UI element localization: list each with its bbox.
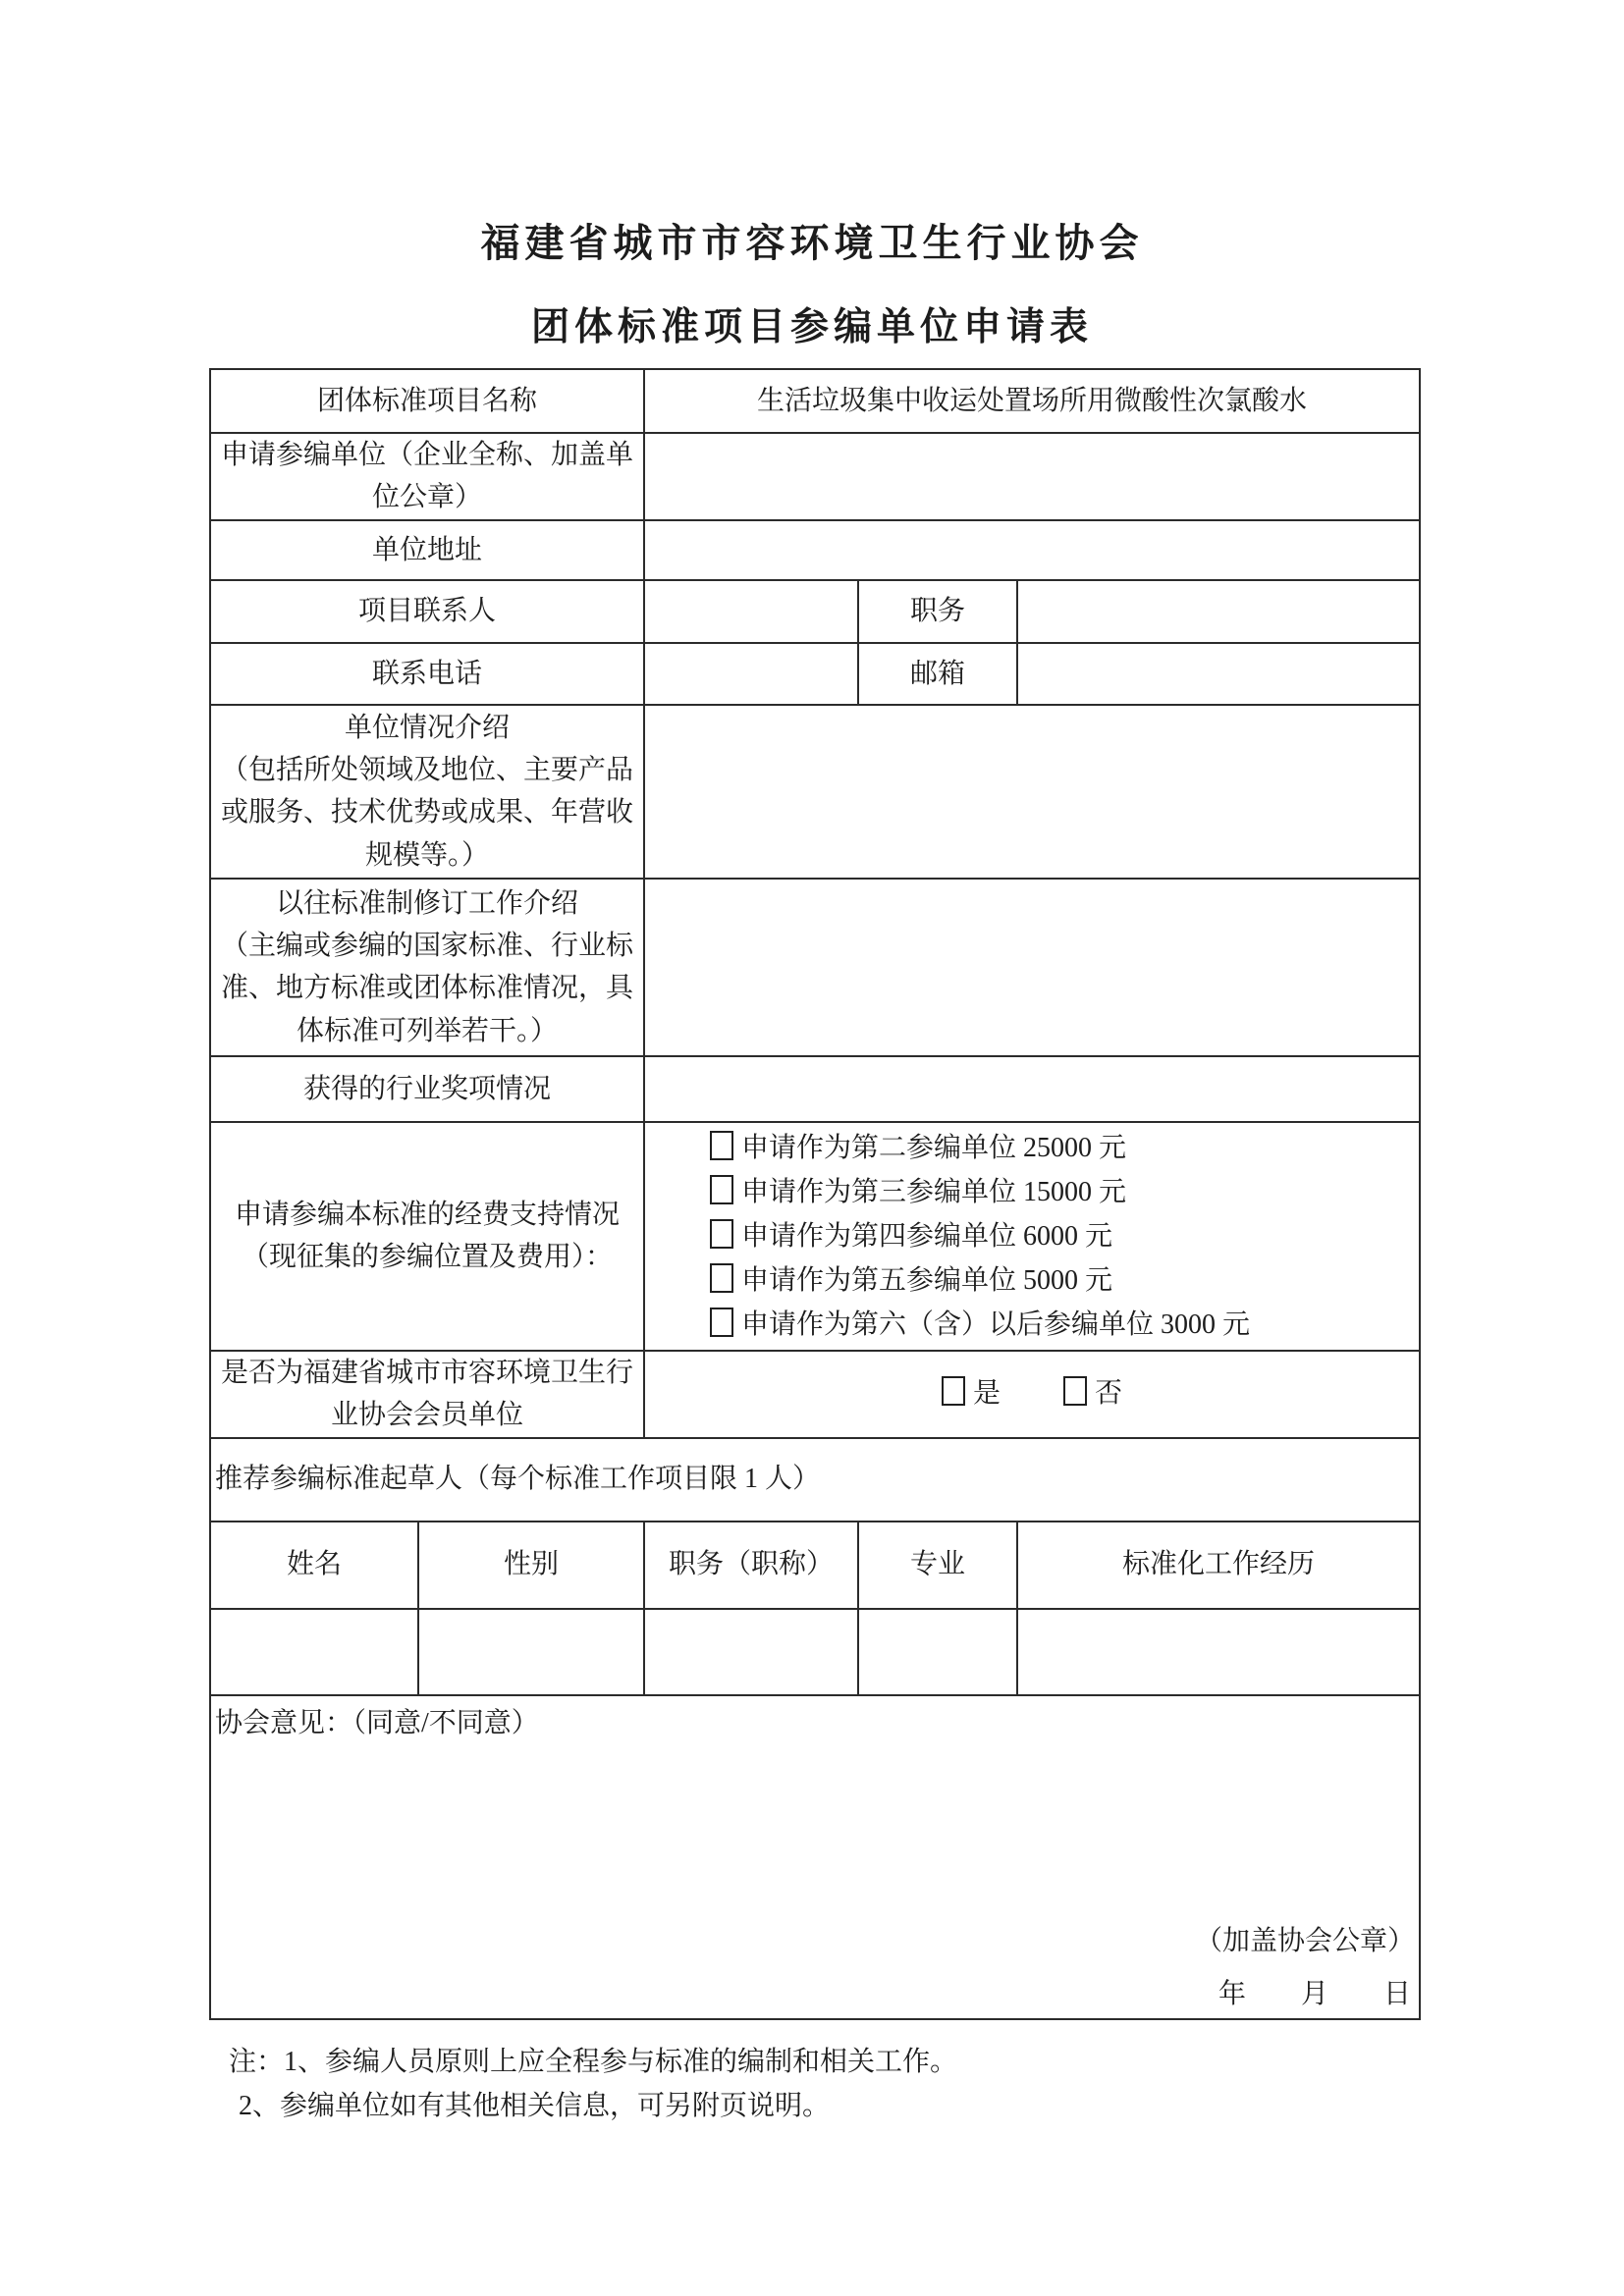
row-opinion (210, 1695, 1420, 2019)
position-label: 职务 (858, 580, 1017, 643)
past-standards-label-detail: （主编或参编的国家标准、行业标准、地方标准或团体标准情况，具体标准可列举若干。） (221, 930, 634, 1046)
form-title: 团体标准项目参编单位申请表 (530, 306, 1093, 348)
note-line-2: 2、参编单位如有其他相关信息，可另附页说明。 (239, 2091, 831, 2121)
past-standards-input[interactable] (644, 879, 1420, 1056)
company-intro-label-title: 单位情况介绍 (345, 712, 511, 743)
row-project-name (210, 369, 1420, 433)
drafter-header-position: 职务（职称） (644, 1522, 858, 1609)
funding-option-label: 申请作为第四参编单位 6000 元 (741, 1220, 1113, 1252)
note-line-1: 注：1、参编人员原则上应全程参与标准的编制和相关工作。 (229, 2047, 958, 2077)
drafter-major-input[interactable] (858, 1609, 1017, 1695)
funding-option-label: 申请作为第六（含）以后参编单位 3000 元 (741, 1308, 1251, 1340)
row-awards (210, 1056, 1420, 1122)
row-contact (210, 580, 1420, 643)
drafter-header-name: 姓名 (210, 1522, 418, 1609)
email-label: 邮箱 (858, 643, 1017, 705)
association-opinion-cell[interactable] (210, 1695, 1420, 2019)
funding-label-title: 申请参编本标准的经费支持情况 (235, 1199, 621, 1230)
membership-yes-label: 是 (973, 1378, 1001, 1410)
funding-option-2nd (710, 1126, 1415, 1170)
checkbox-icon[interactable] (710, 1263, 733, 1293)
opinion-label: 协会意见：（同意/不同意） (215, 1707, 539, 1738)
row-funding (210, 1122, 1420, 1351)
row-drafter-headers (210, 1522, 1420, 1609)
row-past-standards (210, 879, 1420, 1056)
position-input[interactable] (1017, 580, 1420, 643)
seal-note: （加盖协会公章） (1195, 1925, 1416, 1956)
funding-option-3rd (710, 1170, 1415, 1214)
drafter-gender-input[interactable] (418, 1609, 644, 1695)
funding-option-6th-plus (710, 1303, 1415, 1347)
drafter-position-input[interactable] (644, 1609, 858, 1695)
company-intro-input[interactable] (644, 705, 1420, 879)
row-applicant-unit (210, 433, 1420, 520)
row-drafter-section (210, 1438, 1420, 1522)
applicant-unit-input[interactable] (644, 433, 1420, 520)
phone-label: 联系电话 (210, 643, 644, 705)
funding-option-5th (710, 1258, 1415, 1303)
past-standards-label-title: 以往标准制修订工作介绍 (276, 887, 579, 919)
checkbox-icon[interactable] (942, 1376, 965, 1406)
past-standards-label (210, 879, 644, 1056)
funding-option-label: 申请作为第三参编单位 15000 元 (741, 1176, 1127, 1207)
email-input[interactable] (1017, 643, 1420, 705)
drafter-name-input[interactable] (210, 1609, 418, 1695)
funding-option-label: 申请作为第五参编单位 5000 元 (741, 1264, 1113, 1296)
address-label: 单位地址 (210, 520, 644, 580)
membership-no-label: 否 (1095, 1378, 1123, 1410)
contact-label: 项目联系人 (210, 580, 644, 643)
project-name-label: 团体标准项目名称 (210, 369, 644, 433)
checkbox-icon[interactable] (1063, 1376, 1087, 1406)
company-intro-label (210, 705, 644, 879)
drafter-header-experience: 标准化工作经历 (1017, 1522, 1420, 1609)
drafter-header-gender: 性别 (418, 1522, 644, 1609)
date-line: 年 月 日 (1218, 1978, 1412, 2009)
drafter-experience-input[interactable] (1017, 1609, 1420, 1695)
membership-choice (644, 1351, 1420, 1438)
contact-input[interactable] (644, 580, 858, 643)
funding-option-4th (710, 1214, 1415, 1258)
row-membership (210, 1351, 1420, 1438)
membership-label: 是否为福建省城市市容环境卫生行业协会会员单位 (210, 1351, 644, 1438)
funding-option-label: 申请作为第二参编单位 25000 元 (741, 1132, 1127, 1163)
checkbox-icon[interactable] (710, 1131, 733, 1160)
funding-options (644, 1122, 1420, 1351)
company-intro-label-detail: （包括所处领域及地位、主要产品或服务、技术优势或成果、年营收规模等。） (221, 754, 634, 871)
row-address (210, 520, 1420, 580)
funding-label (210, 1122, 644, 1351)
form-notes (229, 2040, 957, 2128)
checkbox-icon[interactable] (710, 1219, 733, 1249)
drafter-header-major: 专业 (858, 1522, 1017, 1609)
awards-label: 获得的行业奖项情况 (210, 1056, 644, 1122)
row-drafter-entry (210, 1609, 1420, 1695)
checkbox-icon[interactable] (710, 1308, 733, 1337)
phone-input[interactable] (644, 643, 858, 705)
awards-input[interactable] (644, 1056, 1420, 1122)
project-name-value: 生活垃圾集中收运处置场所用微酸性次氯酸水 (644, 369, 1420, 433)
address-input[interactable] (644, 520, 1420, 580)
application-form-table (209, 368, 1421, 2020)
row-company-intro (210, 705, 1420, 879)
association-title: 福建省城市市容环境卫生行业协会 (480, 221, 1144, 265)
row-phone (210, 643, 1420, 705)
funding-label-detail: （现征集的参编位置及费用）： (242, 1242, 614, 1273)
drafter-section-label: 推荐参编标准起草人（每个标准工作项目限 1 人） (210, 1438, 1420, 1522)
applicant-unit-label: 申请参编单位（企业全称、加盖单位公章） (210, 433, 644, 520)
checkbox-icon[interactable] (710, 1175, 733, 1204)
